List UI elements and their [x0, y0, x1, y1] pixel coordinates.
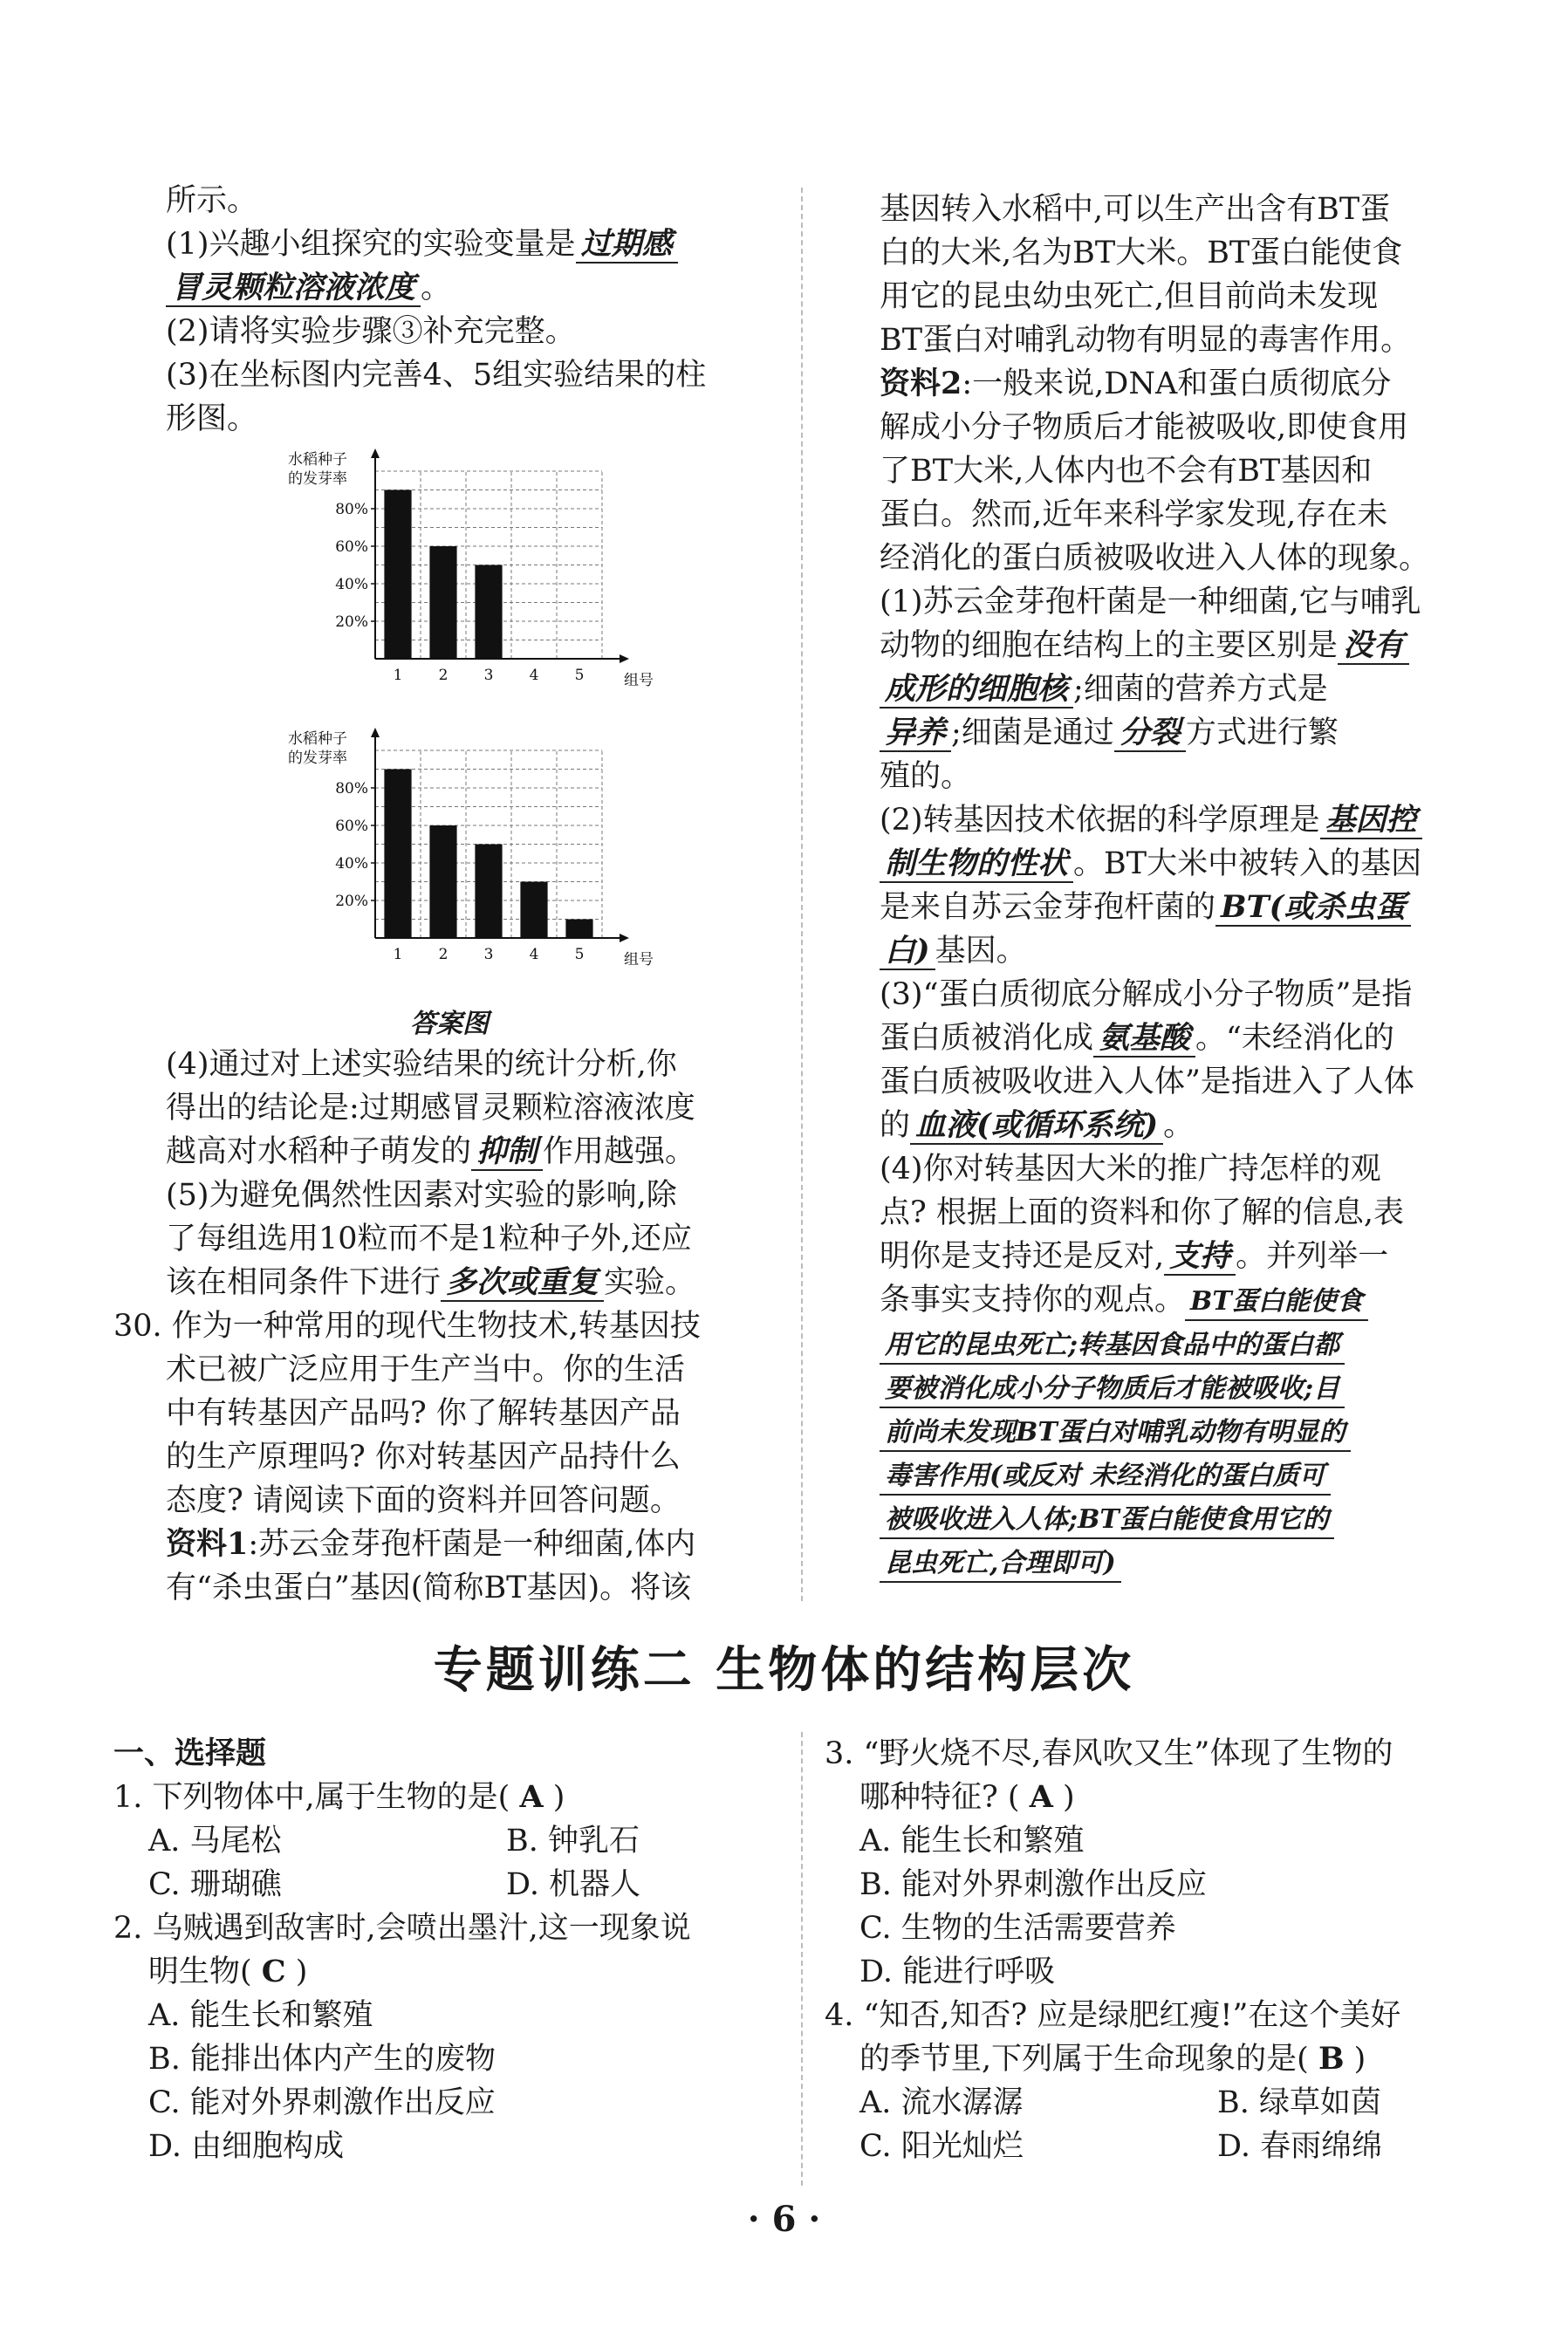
question-text: 1. 下列物体中,属于生物的是(	[113, 1780, 510, 1815]
bar	[475, 565, 502, 660]
question-text: )	[552, 1780, 565, 1815]
mc-question-1	[113, 1776, 691, 1819]
bar-chart-2-svg	[288, 724, 654, 977]
answer-blank: 被吸收进入人体;BT蛋白能使食用它的	[880, 1503, 1334, 1539]
mc-question-3-cont	[825, 1776, 1400, 1819]
question-text: 。并列举一	[1236, 1239, 1389, 1274]
bar	[429, 825, 456, 938]
material-label: 资料1	[166, 1526, 249, 1562]
y-tick-label: 20%	[335, 613, 368, 631]
question-2: (2)请将实验步骤③补充完整。	[166, 314, 576, 349]
option-b: B. 能对外界刺激作出反应	[859, 1867, 1207, 1902]
option-c: C. 珊瑚礁	[148, 1867, 282, 1902]
material-1	[166, 1523, 701, 1566]
answer-blank: 抑制	[471, 1134, 543, 1171]
question-text: 实验。	[604, 1265, 696, 1300]
x-axis-label: 组号	[624, 951, 654, 969]
option-d: D. 能进行呼吸	[859, 1954, 1056, 1989]
mc-question-3: 3. “野火烧不尽,春风吹又生”体现了生物的	[825, 1736, 1393, 1771]
question-text: ;细菌是通过	[951, 715, 1114, 750]
question-1-cont	[166, 266, 706, 310]
section-heading: 一、选择题	[113, 1735, 267, 1771]
question-5-cont: 了每组选用10粒而不是1粒种子外,还应	[166, 1222, 692, 1256]
answer-q1-cont	[880, 624, 1429, 667]
question-text: (2)转基因技术依据的科学原理是	[880, 803, 1320, 838]
answer-letter: A	[1029, 1779, 1053, 1815]
answer-q4-cont	[880, 1278, 1429, 1322]
question-text: 明你是支持还是反对,	[880, 1239, 1165, 1274]
bottom-right-column	[825, 1732, 1400, 2168]
question-text: 。“未经消化的	[1195, 1021, 1394, 1056]
text-line: 所示。	[166, 183, 258, 218]
options-row	[825, 2125, 1400, 2168]
question-text: ;细菌的营养方式是	[1073, 672, 1328, 707]
question-text: 蛋白质被消化成	[880, 1021, 1094, 1056]
x-tick-label: 2	[438, 946, 448, 963]
material-2	[880, 362, 1429, 406]
y-axis-label: 水稻种子	[288, 451, 347, 469]
option-c: C. 生物的生活需要营养	[859, 1911, 1176, 1946]
answer-q3-cont	[880, 1104, 1429, 1147]
answer-blank: 成形的细胞核	[880, 672, 1073, 709]
answer-letter: C	[261, 1954, 286, 1989]
bar	[520, 882, 547, 939]
answer-q4-cont	[880, 1496, 1429, 1540]
answer-blank: BT(或杀虫蛋	[1215, 890, 1411, 927]
y-tick-label: 20%	[335, 893, 368, 910]
x-tick-label: 3	[483, 946, 494, 963]
answer-blank: 分裂	[1114, 715, 1186, 752]
bar	[565, 920, 592, 939]
y-tick-label: 40%	[335, 855, 368, 873]
option-a: A. 流水潺潺	[859, 2085, 1024, 2120]
question-text: (1)兴趣小组探究的实验变量是	[166, 227, 576, 262]
question-text: )	[1353, 2042, 1366, 2077]
answer-q1: (1)苏云金芽孢杆菌是一种细菌,它与哺乳	[880, 585, 1421, 620]
answer-blank: 冒灵颗粒溶液浓度	[166, 270, 421, 307]
option-a: A. 马尾松	[148, 1824, 282, 1859]
answer-blank: 支持	[1164, 1239, 1236, 1276]
x-tick-label: 4	[529, 667, 539, 684]
x-tick-label: 1	[393, 667, 403, 684]
answer-q4-cont	[880, 1453, 1429, 1496]
bar-chart-2	[288, 724, 654, 977]
material-text: 解成小分子物质后才能被吸收,即使食用	[880, 410, 1409, 445]
question-30-cont: 中有转基因产品吗? 你了解转基因产品	[166, 1396, 681, 1431]
options-row	[113, 1819, 691, 1863]
question-4-cont: 得出的结论是:过期感冒灵颗粒溶液浓度	[166, 1091, 695, 1126]
answer-blank: 没有	[1338, 628, 1409, 665]
answer-blank: 过期感	[576, 227, 678, 264]
answer-q2-cont	[880, 929, 1429, 973]
material-text: 用它的昆虫幼虫死亡,但目前尚未发现	[880, 279, 1379, 314]
answer-q4-cont	[880, 1409, 1429, 1453]
question-30: 30. 作为一种常用的现代生物技术,转基因技	[113, 1309, 701, 1344]
material-text: 基因转入水稻中,可以生产出含有BT蛋	[880, 192, 1391, 227]
question-text: 该在相同条件下进行	[166, 1265, 442, 1300]
answer-q2-cont	[880, 842, 1429, 886]
x-axis-arrow	[620, 934, 629, 942]
option-c: C. 阳光灿烂	[859, 2129, 1024, 2164]
bar-chart-1-svg	[288, 445, 654, 698]
mc-question-4: 4. “知否,知否? 应是绿肥红瘦!”在这个美好	[825, 1998, 1401, 2033]
right-column	[880, 188, 1429, 1584]
x-tick-label: 5	[574, 946, 585, 963]
question-text: )	[1062, 1780, 1075, 1815]
y-axis-arrow	[371, 448, 380, 458]
answer-q2-cont	[880, 886, 1429, 929]
y-axis-label: 水稻种子	[288, 730, 347, 748]
answer-q2	[880, 798, 1429, 842]
option-b: B. 钟乳石	[506, 1824, 640, 1859]
x-axis-label: 组号	[624, 672, 654, 689]
answer-q4-cont: 点? 根据上面的资料和你了解的信息,表	[880, 1195, 1405, 1230]
answer-blank: 昆虫死亡,合理即可)	[880, 1546, 1121, 1583]
question-30-cont: 态度? 请阅读下面的资料并回答问题。	[166, 1483, 681, 1518]
mc-question-2: 2. 乌贼遇到敌害时,会喷出墨汁,这一现象说	[113, 1911, 691, 1946]
question-text: 作用越强。	[543, 1134, 696, 1169]
y-tick-label: 80%	[335, 780, 368, 797]
bar	[475, 845, 502, 939]
question-text: 明生物(	[148, 1954, 252, 1989]
question-3-cont: 形图。	[166, 401, 258, 436]
option-b: B. 绿草如茵	[1217, 2085, 1381, 2120]
question-text: 是来自苏云金芽孢杆菌的	[880, 890, 1216, 925]
left-column-top	[166, 179, 706, 441]
question-text: 条事实支持你的观点。	[880, 1283, 1186, 1318]
y-axis-arrow	[371, 728, 380, 737]
answer-q4-cont	[880, 1540, 1429, 1584]
material-text: 了BT大米,人体内也不会有BT基因和	[880, 454, 1373, 489]
answer-blank: 白)	[880, 934, 935, 970]
column-divider	[801, 188, 803, 1601]
bar	[384, 770, 411, 939]
question-text: 方式进行繁	[1185, 715, 1339, 750]
answer-blank: 前尚未发现BT蛋白对哺乳动物有明显的	[880, 1415, 1351, 1452]
answer-blank: 制生物的性状	[880, 846, 1073, 883]
x-tick-label: 5	[574, 667, 585, 684]
answer-q1-cont: 殖的。	[880, 759, 972, 794]
question-text: 哪种特征? (	[859, 1780, 1020, 1815]
question-text: )	[295, 1954, 308, 1989]
page-number: · 6 ·	[747, 2199, 821, 2240]
answer-q3-cont	[880, 1017, 1429, 1060]
answer-blank: 多次或重复	[441, 1265, 604, 1302]
bar-chart-1	[288, 445, 654, 698]
options-row	[113, 1863, 691, 1906]
question-5-cont2	[166, 1261, 701, 1304]
y-tick-label: 60%	[335, 818, 368, 835]
answer-q4-cont	[880, 1322, 1429, 1366]
question-text: 。	[1163, 1108, 1195, 1143]
answer-q4-cont	[880, 1366, 1429, 1409]
option-b: B. 能排出体内产生的废物	[148, 2042, 496, 2077]
option-a: A. 能生长和繁殖	[148, 1998, 373, 2033]
options-row	[825, 2081, 1400, 2125]
column-divider	[801, 1732, 803, 2186]
x-axis-arrow	[620, 654, 629, 663]
option-c: C. 能对外界刺激作出反应	[148, 2085, 496, 2120]
mc-question-2-cont	[113, 1950, 691, 1994]
y-tick-label: 60%	[335, 538, 368, 556]
question-text: 动物的细胞在结构上的主要区别是	[880, 628, 1339, 663]
x-tick-label: 3	[483, 667, 494, 684]
y-tick-label: 40%	[335, 576, 368, 593]
option-d: D. 机器人	[506, 1867, 641, 1902]
answer-blank: 氨基酸	[1093, 1021, 1195, 1058]
y-axis-label: 的发芽率	[288, 470, 347, 488]
answer-blank: 血液(或循环系统)	[910, 1108, 1163, 1145]
chart-caption: 答案图	[410, 1009, 489, 1039]
answer-q4: (4)你对转基因大米的推广持怎样的观	[880, 1152, 1381, 1187]
option-a: A. 能生长和繁殖	[859, 1824, 1085, 1859]
question-text: 的季节里,下列属于生命现象的是(	[859, 2042, 1309, 2077]
material-text: 蛋白。然而,近年来科学家发现,存在未	[880, 497, 1388, 532]
mc-question-4-cont	[825, 2037, 1400, 2081]
answer-q4-cont	[880, 1235, 1429, 1278]
answer-letter: A	[519, 1779, 544, 1815]
option-d: D. 由细胞构成	[148, 2129, 345, 2164]
material-label: 资料2	[880, 366, 962, 401]
answer-blank: 毒害作用(或反对 未经消化的蛋白质可	[880, 1459, 1331, 1496]
bottom-left-column	[113, 1732, 691, 2168]
material-1-cont: 有“杀虫蛋白”基因(简称BT基因)。将该	[166, 1571, 692, 1605]
question-4-cont2	[166, 1130, 701, 1174]
material-text: :一般来说,DNA和蛋白质彻底分	[962, 366, 1392, 401]
question-text: 。	[421, 270, 452, 305]
answer-q3: (3)“蛋白质彻底分解成小分子物质”是指	[880, 977, 1413, 1012]
question-3: (3)在坐标图内完善4、5组实验结果的柱	[166, 358, 707, 393]
topic-title: 专题训练二 生物体的结构层次	[433, 1641, 1135, 1699]
question-1	[166, 222, 706, 266]
x-tick-label: 1	[393, 946, 403, 963]
question-text: 基因。	[935, 934, 1027, 969]
question-text: 的	[880, 1108, 911, 1143]
question-30-cont: 术已被广泛应用于生产当中。你的生活	[166, 1352, 686, 1387]
material-text: :苏云金芽孢杆菌是一种细菌,体内	[248, 1527, 696, 1562]
x-tick-label: 2	[438, 667, 448, 684]
question-text: 。BT大米中被转入的基因	[1073, 846, 1422, 881]
option-d: D. 春雨绵绵	[1217, 2129, 1383, 2164]
bar	[384, 490, 411, 660]
material-text: BT蛋白对哺乳动物有明显的毒害作用。	[880, 323, 1412, 358]
answer-q1-cont	[880, 711, 1429, 755]
answer-blank: 用它的昆虫死亡;转基因食品中的蛋白都	[880, 1328, 1345, 1365]
answer-q1-cont	[880, 667, 1429, 711]
question-text: 越高对水稻种子萌发的	[166, 1134, 472, 1169]
answer-blank: 基因控	[1320, 803, 1422, 839]
material-text: 经消化的蛋白质被吸收进入人体的现象。	[880, 541, 1430, 576]
answer-letter: B	[1318, 2041, 1345, 2077]
y-tick-label: 80%	[335, 501, 368, 518]
answer-q3-cont: 蛋白质被吸收进入人体”是指进入了人体	[880, 1064, 1414, 1099]
x-tick-label: 4	[529, 946, 539, 963]
y-axis-label: 的发芽率	[288, 750, 347, 767]
question-4: (4)通过对上述实验结果的统计分析,你	[166, 1047, 677, 1082]
answer-blank: 要被消化成小分子物质后才能被吸收;目	[880, 1372, 1345, 1408]
answer-blank: BT蛋白能使食	[1185, 1284, 1368, 1321]
question-30-cont: 的生产原理吗? 你对转基因产品持什么	[166, 1440, 681, 1475]
bar	[429, 546, 456, 659]
left-column-bottom	[113, 1043, 701, 1610]
material-text: 白的大米,名为BT大米。BT蛋白能使食	[880, 236, 1403, 270]
answer-blank: 异养	[880, 715, 951, 752]
question-5: (5)为避免偶然性因素对实验的影响,除	[166, 1178, 677, 1213]
